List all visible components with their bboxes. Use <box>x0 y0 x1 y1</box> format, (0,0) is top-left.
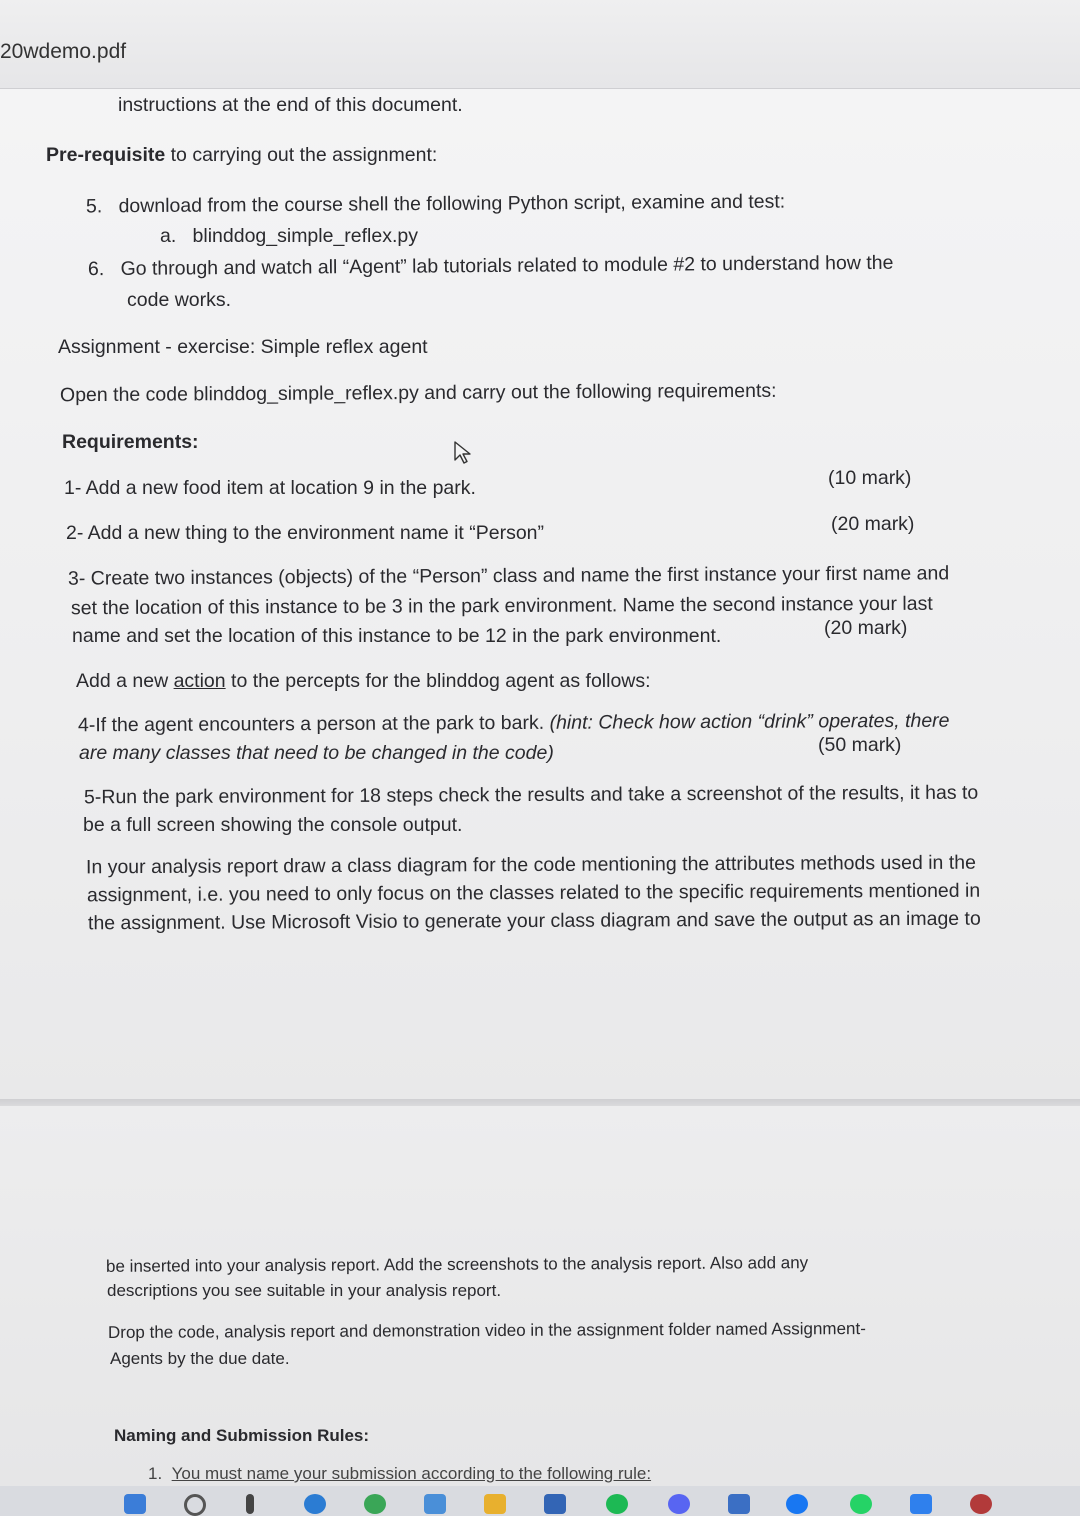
prerequisite-line <box>46 141 437 169</box>
office-icon[interactable] <box>728 1494 750 1514</box>
requirement-4-text: 4-If the agent encounters a person at the park to bark. <box>77 711 550 737</box>
mouse-pointer-icon <box>452 440 474 464</box>
requirement-4-hint: (hint: Check how action “drink” operates, there <box>549 709 950 734</box>
list-text: Go through and watch all “Agent” lab tutorials related to module #2 to understand how the <box>120 251 894 280</box>
requirement-4-line2: are many classes that need to be changed in the code) <box>79 742 554 764</box>
media-icon[interactable] <box>544 1494 566 1514</box>
requirements-heading: Requirements: <box>62 431 199 453</box>
spotify-icon[interactable] <box>606 1494 628 1514</box>
windows-icon[interactable] <box>124 1494 146 1514</box>
continuation-line2: descriptions you see suitable in your analysis report. <box>107 1281 502 1300</box>
discord-icon[interactable] <box>668 1494 690 1514</box>
requirement-3-mark: (20 mark) <box>824 617 908 639</box>
list-number: 5. <box>85 195 103 218</box>
requirement-3-line1: 3- Create two instances (objects) of the “Person” class and name the first instance your first name and <box>67 562 950 590</box>
search-icon[interactable] <box>184 1494 206 1516</box>
drop-line1: Drop the code, analysis report and demonstration video in the assignment folder named Assignment- <box>107 1319 866 1342</box>
edge-icon[interactable] <box>304 1494 326 1514</box>
list-number: 6. <box>87 258 105 281</box>
rule-text: You must name your submission according to the following rule: <box>171 1464 652 1483</box>
analysis-line2: assignment, i.e. you need to only focus on the classes related to the specific requirements mentioned in <box>86 879 981 907</box>
list-text: blinddog_simple_reflex.py <box>192 225 418 247</box>
title-bar <box>0 0 1080 89</box>
add-action-line <box>76 667 651 695</box>
list-item-5 <box>86 188 785 221</box>
requirement-3-line2: set the location of this instance to be 3 in the park environment. Name the second instance your last <box>70 592 933 620</box>
analysis-line3: the assignment. Use Microsoft Visio to generate your class diagram and save the output as an image to <box>87 907 981 935</box>
intro-line: instructions at the end of this document. <box>118 94 463 116</box>
requirement-2-mark: (20 mark) <box>831 513 915 535</box>
document-filename[interactable]: 20wdemo.pdf <box>0 40 127 63</box>
requirement-5-line1: 5-Run the park environment for 18 steps check the results and take a screenshot of the results, it has to <box>83 781 979 809</box>
settings-icon[interactable] <box>970 1494 992 1514</box>
requirement-1-mark: (10 mark) <box>828 467 912 489</box>
list-letter: a. <box>160 225 177 247</box>
rule-1 <box>148 1460 651 1488</box>
drop-line2: Agents by the due date. <box>110 1349 290 1368</box>
requirement-3-line3: name and set the location of this instance to be 12 in the park environment. <box>72 625 722 647</box>
requirement-1: 1- Add a new food item at location 9 in the park. <box>64 477 476 499</box>
naming-heading: Naming and Submission Rules: <box>114 1426 370 1445</box>
folder-icon[interactable] <box>424 1494 446 1514</box>
rule-number: 1. <box>148 1464 163 1483</box>
assignment-heading: Assignment - exercise: Simple reflex agent <box>58 336 428 358</box>
action-link: action <box>173 670 226 692</box>
store-icon[interactable] <box>484 1494 506 1514</box>
requirement-2: 2- Add a new thing to the environment name it “Person” <box>66 522 545 544</box>
analysis-line1: In your analysis report draw a class diagram for the code mentioning the attributes methods used in the <box>85 851 976 879</box>
requirement-4-mark: (50 mark) <box>818 734 902 756</box>
open-code-line: Open the code blinddog_simple_reflex.py and carry out the following requirements: <box>59 379 777 407</box>
prerequisite-rest: to carrying out the assignment: <box>165 144 438 166</box>
list-item-5a <box>160 222 418 250</box>
prerequisite-bold: Pre-requisite <box>46 144 166 166</box>
add-action-pre: Add a new <box>76 670 174 692</box>
list-item-6-cont: code works. <box>127 289 232 311</box>
list-text: download from the course shell the following Python script, examine and test: <box>118 190 786 218</box>
facebook-icon[interactable] <box>786 1494 808 1514</box>
continuation-line1: be inserted into your analysis report. Add the screenshots to the analysis report. Also add any <box>105 1253 809 1276</box>
whatsapp-icon[interactable] <box>850 1494 872 1514</box>
check-icon[interactable] <box>910 1494 932 1514</box>
file-icon[interactable] <box>246 1494 254 1514</box>
chrome-icon[interactable] <box>364 1494 386 1514</box>
requirement-5-line2: be a full screen showing the console output. <box>83 814 463 836</box>
add-action-post: to the percepts for the blinddog agent as follows: <box>225 670 651 692</box>
